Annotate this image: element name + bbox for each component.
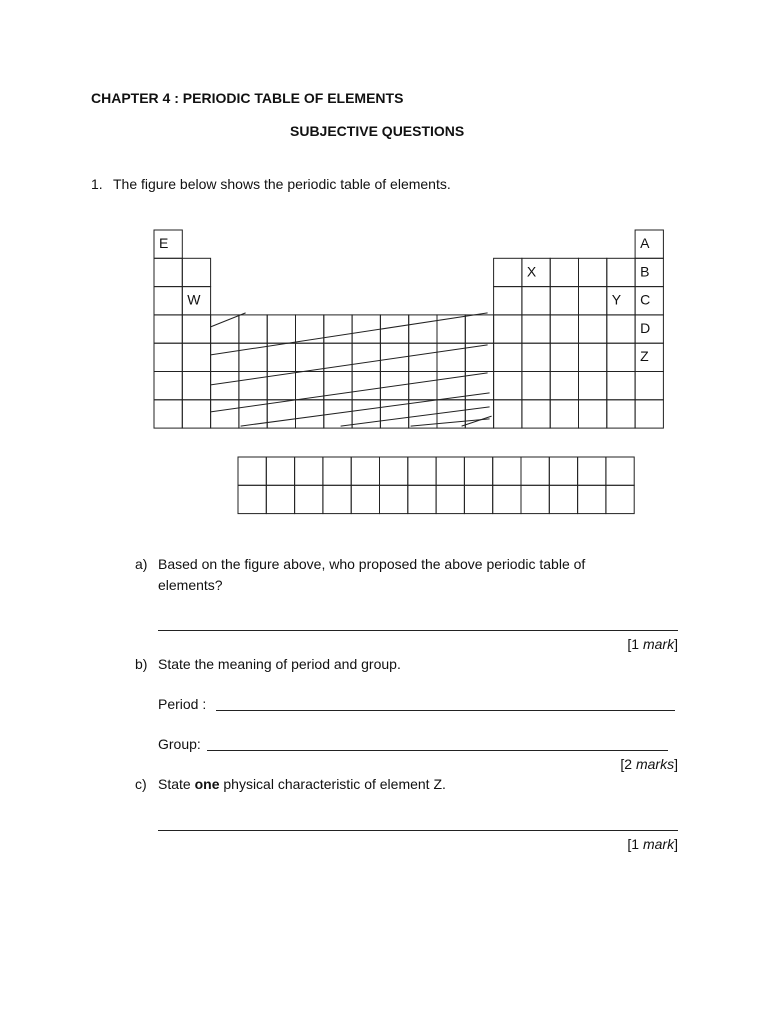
table-cell	[550, 315, 578, 343]
period-answer-line[interactable]	[216, 710, 675, 711]
table-cell	[549, 457, 577, 485]
table-cell	[607, 400, 635, 428]
table-cell	[607, 315, 635, 343]
table-cell	[436, 485, 464, 513]
table-cell	[522, 400, 550, 428]
section-subtitle: SUBJECTIVE QUESTIONS	[290, 123, 465, 139]
table-cell	[635, 400, 663, 428]
part-a-question-line1: Based on the figure above, who proposed the above periodic table of	[158, 556, 586, 572]
table-cell	[494, 372, 522, 400]
table-cell	[437, 372, 465, 400]
table-cell	[579, 343, 607, 371]
table-cell	[607, 343, 635, 371]
table-cell	[182, 258, 210, 286]
table-cell	[494, 287, 522, 315]
table-cell	[408, 457, 436, 485]
table-cell	[238, 485, 266, 513]
table-cell	[154, 343, 182, 371]
table-cell	[579, 400, 607, 428]
table-cell	[437, 315, 465, 343]
table-cell	[521, 485, 549, 513]
table-cell	[579, 315, 607, 343]
table-cell	[211, 372, 239, 400]
part-a-answer-line[interactable]	[158, 630, 678, 631]
table-cell	[409, 343, 437, 371]
part-c-letter: c)	[135, 776, 147, 792]
table-cell	[522, 372, 550, 400]
part-b-question: State the meaning of period and group.	[158, 656, 401, 672]
part-c-marks: [1 mark]	[627, 836, 678, 852]
table-cell	[296, 400, 324, 428]
table-cell	[211, 343, 239, 371]
part-a-question-line2: elements?	[158, 577, 223, 593]
table-cell	[182, 315, 210, 343]
part-c-answer-line[interactable]	[158, 830, 678, 831]
table-cell	[522, 343, 550, 371]
table-cell	[579, 287, 607, 315]
table-cell	[352, 343, 380, 371]
table-cell	[182, 343, 210, 371]
table-cell	[154, 372, 182, 400]
table-cell	[323, 457, 351, 485]
element-label-d: D	[640, 319, 651, 336]
table-cell	[550, 258, 578, 286]
table-cell	[550, 400, 578, 428]
table-cell	[323, 485, 351, 513]
table-cell	[211, 400, 239, 428]
table-cell	[154, 315, 182, 343]
table-cell	[521, 457, 549, 485]
table-cell	[607, 258, 635, 286]
question-text: The figure below shows the periodic table of elements.	[113, 176, 451, 192]
table-cell	[579, 258, 607, 286]
period-label: Period :	[158, 696, 207, 712]
table-cell	[324, 343, 352, 371]
table-cell	[267, 400, 295, 428]
table-cell	[550, 343, 578, 371]
table-cell	[464, 485, 492, 513]
table-cell	[267, 315, 295, 343]
hatch-line	[211, 313, 488, 355]
question-number: 1.	[91, 176, 103, 192]
table-cell	[522, 287, 550, 315]
table-cell	[352, 315, 380, 343]
chapter-title: CHAPTER 4 : PERIODIC TABLE OF ELEMENTS	[91, 90, 404, 106]
table-cell	[522, 315, 550, 343]
table-cell	[182, 372, 210, 400]
table-cell	[154, 400, 182, 428]
table-cell	[351, 457, 379, 485]
group-answer-line[interactable]	[207, 750, 668, 751]
table-cell	[549, 485, 577, 513]
table-cell	[550, 372, 578, 400]
part-a-marks: [1 mark]	[627, 636, 678, 652]
table-cell	[238, 457, 266, 485]
table-cell	[436, 457, 464, 485]
table-cell	[494, 343, 522, 371]
table-cell	[578, 485, 606, 513]
table-cell	[211, 315, 239, 343]
table-cell	[606, 485, 634, 513]
element-label-y: Y	[611, 291, 622, 308]
part-b-marks: [2 marks]	[620, 756, 678, 772]
table-cell	[295, 457, 323, 485]
table-cell	[324, 315, 352, 343]
table-cell	[550, 287, 578, 315]
table-cell	[380, 315, 408, 343]
table-cell	[351, 485, 379, 513]
table-cell	[267, 343, 295, 371]
table-cell	[154, 258, 182, 286]
lanthanide-actinide-block	[238, 457, 634, 514]
group-label: Group:	[158, 736, 201, 752]
table-cell	[296, 343, 324, 371]
table-cell	[409, 315, 437, 343]
table-cell	[465, 315, 493, 343]
periodic-table-grid	[154, 230, 663, 428]
table-cell	[239, 372, 267, 400]
table-cell	[579, 372, 607, 400]
table-cell	[182, 400, 210, 428]
element-label-x: X	[526, 263, 537, 280]
table-cell	[464, 457, 492, 485]
table-cell	[494, 315, 522, 343]
table-cell	[380, 457, 408, 485]
part-c-question: State one physical characteristic of element Z.	[158, 776, 446, 792]
table-cell	[437, 343, 465, 371]
element-labels	[159, 235, 650, 364]
table-cell	[606, 457, 634, 485]
table-cell	[380, 485, 408, 513]
element-label-e: E	[159, 235, 169, 251]
table-cell	[494, 258, 522, 286]
transition-hatching	[211, 313, 492, 426]
table-cell	[239, 315, 267, 343]
table-cell	[635, 372, 663, 400]
table-cell	[295, 485, 323, 513]
element-label-a: A	[640, 235, 650, 251]
table-cell	[409, 372, 437, 400]
table-cell	[154, 287, 182, 315]
element-label-w: W	[187, 291, 201, 308]
part-a-letter: a)	[135, 556, 148, 572]
element-label-c: C	[640, 291, 651, 308]
table-cell	[607, 372, 635, 400]
hatch-line	[411, 419, 490, 426]
table-cell	[296, 315, 324, 343]
element-label-z: Z	[640, 348, 649, 365]
table-cell	[493, 485, 521, 513]
table-cell	[493, 457, 521, 485]
table-cell	[494, 400, 522, 428]
table-cell	[266, 457, 294, 485]
part-b-letter: b)	[135, 656, 148, 672]
table-cell	[352, 372, 380, 400]
table-cell	[437, 400, 465, 428]
table-cell	[266, 485, 294, 513]
table-cell	[296, 372, 324, 400]
element-label-b: B	[640, 263, 650, 280]
table-cell	[408, 485, 436, 513]
table-cell	[578, 457, 606, 485]
hatch-line	[241, 393, 490, 426]
